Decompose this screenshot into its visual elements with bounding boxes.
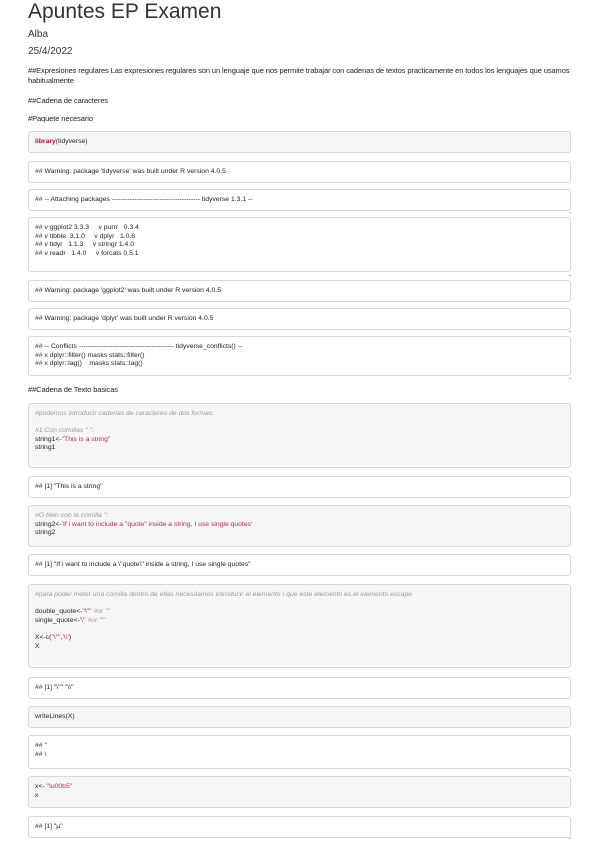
code-block-unicode [28,776,571,808]
heading-cadena: ##Cadena de caracteres [28,96,108,105]
scroll-tick [569,838,571,839]
code-text: X [35,642,40,650]
output-block-writelines: ## " ## \ [28,735,571,769]
author: Alba [28,29,49,40]
output-block-attaching: ## -- Attaching packages --------------------------------------- tidyverse 1.3.1 -- [28,189,571,211]
code-block-writelines: writeLines(X) [28,706,571,728]
comment: #or '"' [91,608,111,616]
scroll-tick [569,378,571,379]
scroll-tick [569,770,571,771]
string-literal: "\u00b5" [46,783,73,790]
output-block-warning-dplyr: ## Warning: package 'dplyr' was built under R version 4.0.5 [28,308,571,330]
code-text: string1<- [35,435,62,443]
code-text: string2 [35,529,56,537]
string-literal: "\"" [82,608,92,616]
comment: #1.Con comillas " ": [35,427,94,435]
code-block-quotes [28,584,571,668]
code-text: string2<- [35,520,62,528]
comment: #or "'" [85,616,106,624]
scroll-tick [569,275,571,276]
code-block-string2 [28,505,571,547]
output-block-warning-ggplot2: ## Warning: package 'ggplot2' was built under R version 4.0.5 [28,280,571,302]
code-text: string1 [35,444,56,452]
page-title: Apuntes EP Examen [28,0,222,23]
code-text: ) [68,633,72,641]
output-block-unicode: ## [1] "µ" [28,816,571,838]
code-text: , [60,633,63,641]
output-block-packages: ## v ggplot2 3.3.3 v purrr 0.3.4 ## v tibble 3.1.0 v dplyr 1.0.6 ## v tidyr 1.1.3 v stringr 1.4.0 ## v readr 1.4.0 v forcats 0.5.1 [28,217,571,272]
code-block-library [28,131,571,153]
intro-paragraph: ##Expresiones regulares Las expresiones regulares son un lenguaje que nos permite trabajar con cadenas de textos practicamente en todos los lenguajes que usamos habitualmente [28,66,570,85]
code-text: single_quote<- [35,616,80,624]
comment: #O bien con la comilla '': [35,512,109,519]
comment: #podemos introducir cadenas de caracteres de dos formas: [35,410,215,417]
output-block-warning-tidyverse: ## Warning: package 'tidyverse' was built under R version 4.0.5 [28,161,571,183]
output-block-x: ## [1] "\"" "\\" [28,677,571,699]
output-block-conflicts: ## -- Conflicts ------------------------------------------ tidyverse_conflicts() -- ## x dplyr::filter() masks stats::filter() ## x dplyr::lag() masks stats::lag() [28,336,571,376]
output-block-string2: ## [1] "If i want to include a \"quote\" inside a string, I use single quotes" [28,554,571,576]
scroll-tick [569,212,571,213]
heading-basicas: ##Cadena de Texto basicas [28,385,118,394]
code-text: x [35,791,39,799]
code-text: X<-c( [35,633,52,641]
keyword: library [35,138,56,145]
string-literal: "\"" [51,633,61,641]
string-literal: "This is a string" [61,435,111,443]
code-text: x<- [35,783,47,790]
string-literal: '\\' [62,633,69,641]
code-text: (tidyverse) [55,138,88,145]
heading-paquete: #Paquete necesario [28,114,93,123]
scroll-tick [569,331,571,332]
code-block-string1 [28,403,571,468]
comment: #para poder meter una comilla dentro de ellas necesitamos introducir el elemento \ que este elemento es el elemento escape [35,591,413,598]
date: 25/4/2022 [28,46,73,57]
string-literal: '\'' [79,616,86,624]
code-text: double_quote<- [35,608,83,616]
output-block-string1: ## [1] "This is a string" [28,476,571,498]
string-literal: 'If i want to include a "quote" inside a string, I use single quotes' [61,520,253,528]
